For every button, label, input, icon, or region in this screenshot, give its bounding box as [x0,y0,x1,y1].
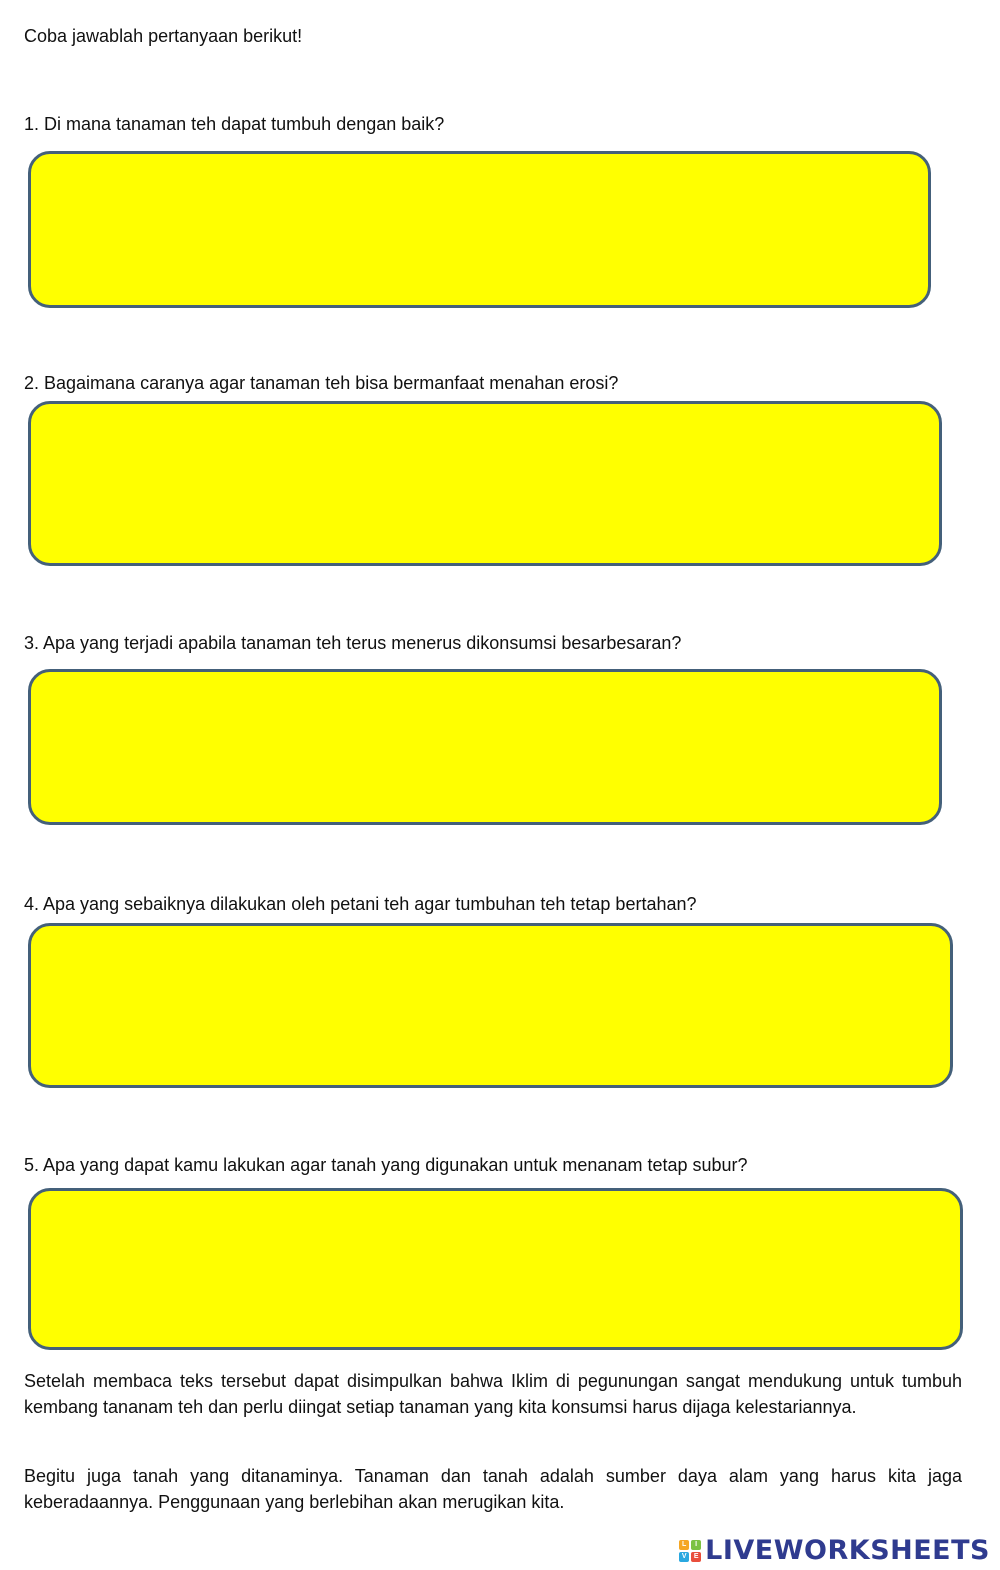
answer-field-2[interactable] [28,401,942,566]
liveworksheets-grid-icon [679,1540,701,1562]
conclusion-paragraph-1: Setelah membaca teks tersebut dapat disimpulkan bahwa Iklim di pegunungan sangat mendukung untuk tumbuh kembang tananam teh dan perlu diingat setiap tanaman yang kita konsumsi harus dijaga kelestariannya. [24,1371,962,1417]
question-5-label: 5. Apa yang dapat kamu lakukan agar tanah yang digunakan untuk menanam tetap subur? [24,1155,748,1175]
question-3-label: 3. Apa yang terjadi apabila tanaman teh terus menerus dikonsumsi besarbesaran? [24,633,682,653]
answer-field-3[interactable] [28,669,942,825]
question-2-label: 2. Bagaimana caranya agar tanaman teh bisa bermanfaat menahan erosi? [24,373,619,393]
instruction-text: Coba jawablah pertanyaan berikut! [24,26,303,46]
conclusion-paragraph-2: Begitu juga tanah yang ditanaminya. Tanaman dan tanah adalah sumber daya alam yang harus kita jaga keberadaannya. Penggunaan yang berlebihan akan merugikan kita. [24,1466,962,1512]
answer-field-4[interactable] [28,923,953,1088]
logo-tile-i: I [691,1540,701,1550]
question-4-label: 4. Apa yang sebaiknya dilakukan oleh petani teh agar tumbuhan teh tetap bertahan? [24,894,697,914]
logo-tile-l: L [679,1540,689,1550]
logo-tile-v: V [679,1552,689,1562]
logo-tile-e: E [691,1552,701,1562]
liveworksheets-brand-name: LIVEWORKSHEETS [705,1535,990,1566]
liveworksheets-logo[interactable] [679,1535,990,1566]
answer-field-5[interactable] [28,1188,963,1350]
answer-field-1[interactable] [28,151,931,308]
question-1-label: 1. Di mana tanaman teh dapat tumbuh dengan baik? [24,114,445,134]
